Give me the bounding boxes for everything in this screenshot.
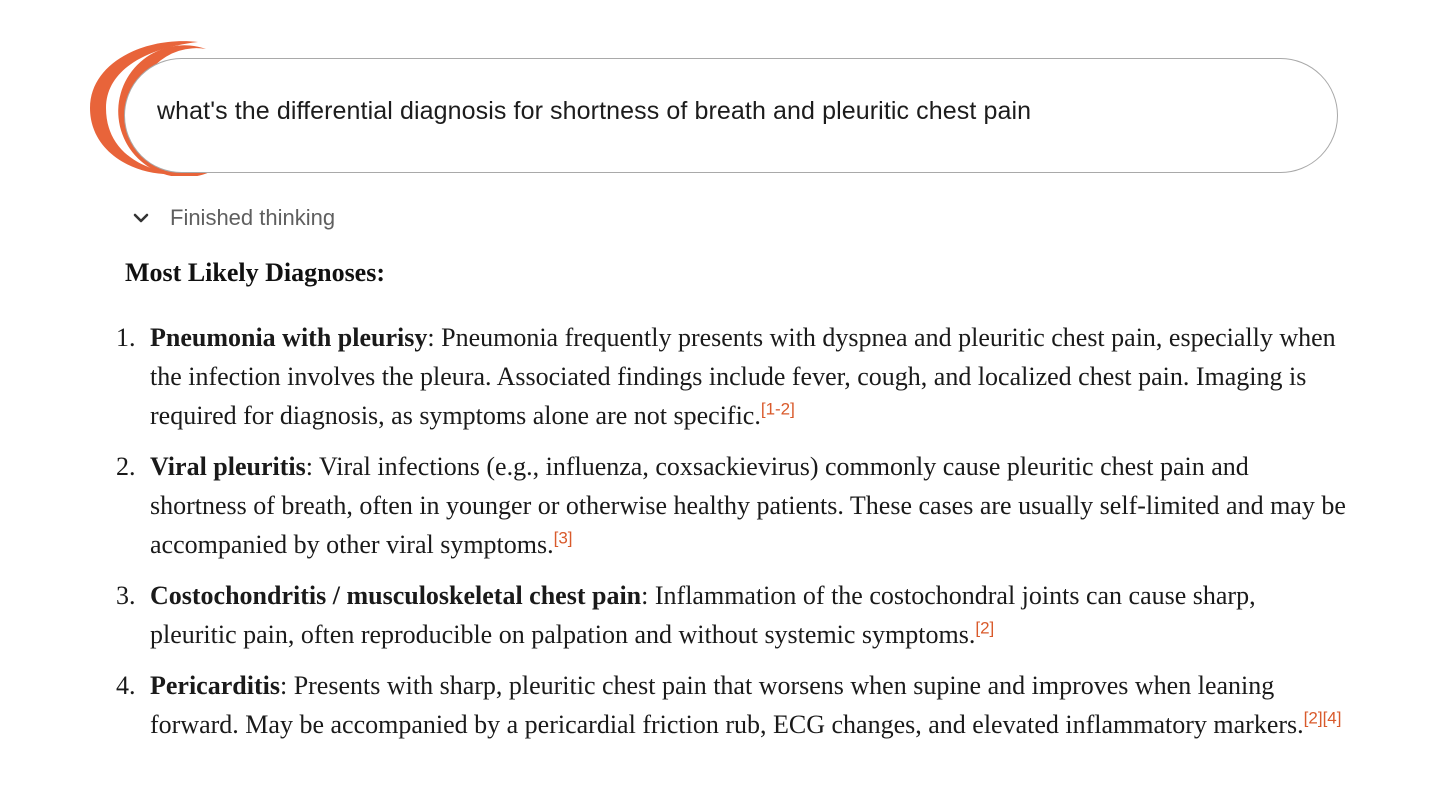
user-query-bubble (124, 58, 1338, 173)
citation-link[interactable]: [2] (1303, 708, 1323, 728)
title-separator: : (427, 323, 442, 352)
title-separator: : (279, 671, 294, 700)
title-separator: : (305, 452, 320, 481)
list-item (116, 318, 1346, 435)
diagnosis-title: Costochondritis / musculoskeletal chest pain (150, 581, 642, 610)
list-item-number: 2. (116, 452, 136, 481)
diagnosis-description: Presents with sharp, pleuritic chest pain that worsens when supine and improves when leaning forward. May be accompanied by a pericardial friction rub, ECG changes, and elevated inflammatory markers. (150, 671, 1304, 739)
thinking-toggle[interactable] (130, 200, 335, 236)
list-item-number: 1. (116, 323, 136, 352)
list-item-number: 3. (116, 581, 136, 610)
diagnosis-title: Viral pleuritis (150, 452, 306, 481)
citation-link[interactable]: [1-2] (760, 399, 795, 419)
user-query-text: what's the differential diagnosis for shortness of breath and pleuritic chest pain (157, 97, 1032, 125)
diagnosis-title: Pericarditis (150, 671, 280, 700)
list-item (116, 576, 1346, 654)
diagnosis-list (116, 318, 1346, 756)
title-separator: : (641, 581, 655, 610)
citation-link[interactable]: [4] (1322, 708, 1342, 728)
list-item-number: 4. (116, 671, 136, 700)
diagnosis-description: Viral infections (e.g., influenza, coxsackievirus) commonly cause pleuritic chest pain and shortness of breath, often in younger or otherwise healthy patients. These cases are usually self-limited and may be accompanied by other viral symptoms. (150, 452, 1346, 559)
citation-link[interactable]: [2] (975, 618, 995, 638)
diagnosis-description: Pneumonia frequently presents with dyspnea and pleuritic chest pain, especially when the infection involves the pleura. Associated findings include fever, cough, and localized chest pain. Imaging is required for diagnosis, as symptoms alone are not specific. (150, 323, 1336, 430)
thinking-label: Finished thinking (170, 205, 336, 230)
section-heading: Most Likely Diagnoses: (125, 258, 385, 287)
diagnosis-title: Pneumonia with pleurisy (150, 323, 428, 352)
diagnosis-description: Inflammation of the costochondral joints can cause sharp, pleuritic pain, often reproducible on palpation and without systemic symptoms. (150, 581, 1256, 649)
citation-link[interactable]: [3] (553, 528, 573, 548)
chevron-down-icon (130, 207, 152, 229)
list-item (116, 447, 1346, 564)
list-item (116, 666, 1346, 744)
